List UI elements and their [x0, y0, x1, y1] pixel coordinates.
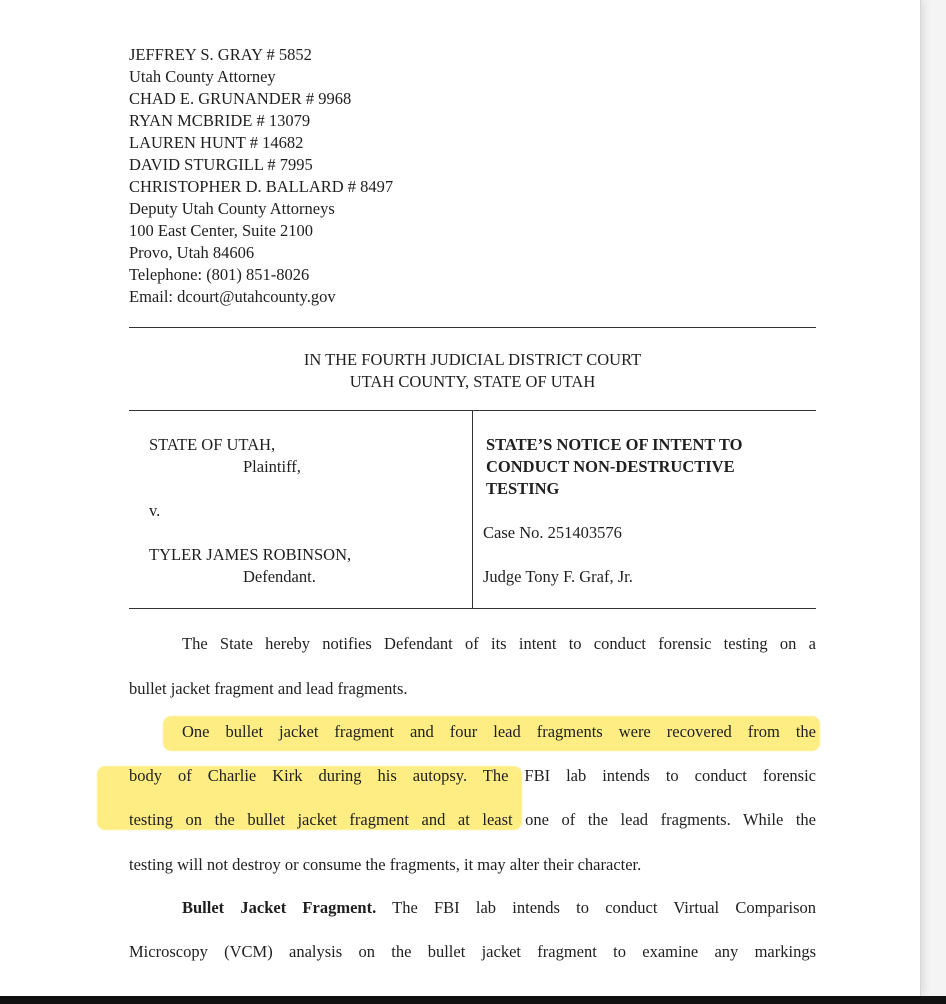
- caption-bottom-rule: [129, 608, 816, 609]
- defendant-role: Defendant.: [243, 567, 316, 586]
- attorney-line: CHAD E. GRUNANDER # 9968: [129, 89, 352, 108]
- notice-title-line: STATE’S NOTICE OF INTENT TO: [486, 435, 743, 454]
- body-line: [129, 634, 816, 654]
- body-text: The FBI lab intends to conduct Virtual Comparison: [376, 898, 816, 917]
- case-number: Case No. 251403576: [483, 523, 622, 542]
- body-line: body of Charlie Kirk during his autopsy. The FBI lab intends to conduct forensic: [129, 766, 816, 785]
- body-line: testing on the bullet jacket fragment and at least one of the lead fragments. While the: [129, 810, 816, 829]
- bottom-border: [0, 996, 946, 1004]
- plaintiff-role: Plaintiff,: [243, 457, 301, 476]
- section-heading: Bullet Jacket Fragment.: [182, 898, 377, 917]
- attorney-line: RYAN MCBRIDE # 13079: [129, 111, 311, 130]
- attorney-line: DAVID STURGILL # 7995: [129, 155, 313, 174]
- court-heading: [129, 349, 816, 393]
- court-name: IN THE FOURTH JUDICIAL DISTRICT COURT: [303, 350, 642, 369]
- divider-top: [129, 327, 816, 328]
- caption-divider: [472, 410, 473, 609]
- attorney-line: Utah County Attorney: [129, 67, 276, 86]
- body-line: testing will not destroy or consume the fragments, it may alter their character.: [129, 855, 642, 874]
- attorney-line: Telephone: (801) 851-8026: [129, 265, 310, 284]
- attorney-line: JEFFREY S. GRAY # 5852: [129, 45, 312, 64]
- attorney-line: CHRISTOPHER D. BALLARD # 8497: [129, 177, 394, 196]
- body-text: One bullet jacket fragment and four lead fragments were recovered from the: [182, 722, 816, 741]
- attorney-line: Email: dcourt@utahcounty.gov: [129, 287, 336, 306]
- notice-title: [486, 434, 742, 500]
- notice-title-line: CONDUCT NON-DESTRUCTIVE: [486, 457, 735, 476]
- court-county: UTAH COUNTY, STATE OF UTAH: [349, 372, 596, 391]
- versus: v.: [149, 501, 161, 520]
- attorney-line: 100 East Center, Suite 2100: [129, 221, 314, 240]
- attorney-line: Provo, Utah 84606: [129, 243, 255, 262]
- body-line: Microscopy (VCM) analysis on the bullet jacket fragment to examine any markings: [129, 942, 816, 961]
- notice-title-line: TESTING: [486, 479, 560, 498]
- plaintiff-name: STATE OF UTAH,: [149, 435, 276, 454]
- page-edge-shadow: [921, 0, 946, 996]
- body-line: [129, 898, 816, 918]
- attorney-line: Deputy Utah County Attorneys: [129, 199, 335, 218]
- body-line: bullet jacket fragment and lead fragments.: [129, 679, 408, 698]
- attorney-block: [129, 44, 393, 308]
- attorney-line: LAUREN HUNT # 14682: [129, 133, 304, 152]
- defendant-name: TYLER JAMES ROBINSON,: [149, 545, 352, 564]
- body-text: The State hereby notifies Defendant of its intent to conduct forensic testing on a: [182, 634, 816, 653]
- body-line: [129, 722, 816, 742]
- judge-name: Judge Tony F. Graf, Jr.: [483, 567, 633, 586]
